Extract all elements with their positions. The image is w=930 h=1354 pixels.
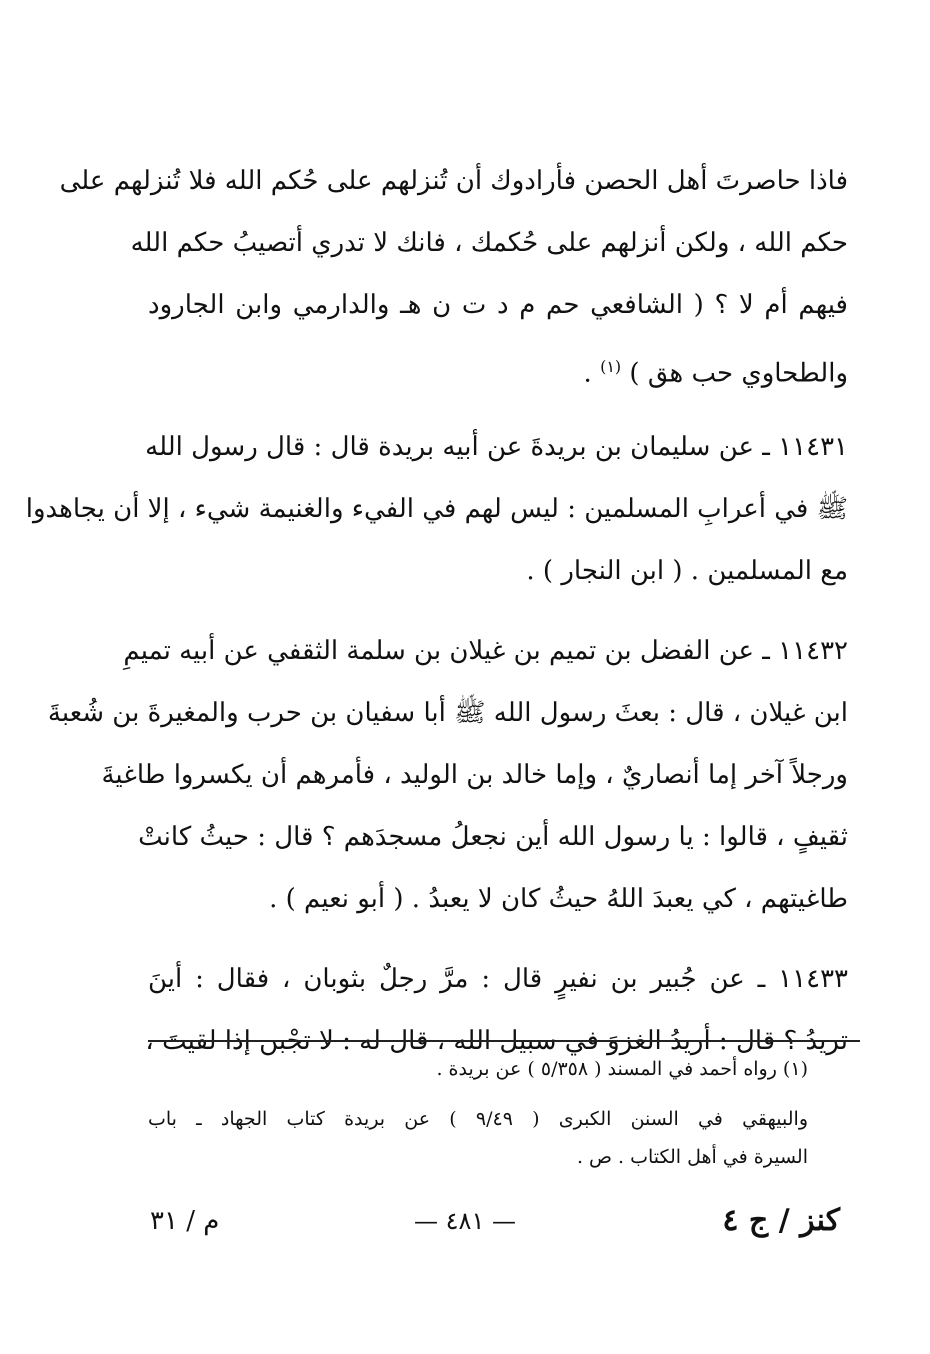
hadith-11431 <box>25 416 848 602</box>
footnote-2 <box>148 1100 808 1176</box>
footnote-line: والبيهقي في السنن الكبرى ( ٩/٤٩ ) عن بريدة كتاب الجهاد ـ باب <box>148 1108 808 1130</box>
page-number: — ٤٨١ — <box>414 1207 516 1235</box>
text-line: ﷺ في أعرابِ المسلمين : ليس لهم في الفيء والغنيمة شيء ، إلا أن يجاهدوا <box>25 494 848 524</box>
sentence-end: . <box>583 358 592 389</box>
text-line: ورجلاً آخر إما أنصاريٌ ، وإما خالد بن الوليد ، فأمرهم أن يكسروا طاغيةَ <box>101 760 848 790</box>
hadith-11432 <box>47 620 848 930</box>
text-line: ثقيفٍ ، قالوا : يا رسول الله أين نجعلُ مسجدَهم ؟ قال : حيثُ كانتْ <box>138 822 848 852</box>
footnote-1 <box>148 1050 808 1088</box>
footnote-divider <box>148 1040 860 1042</box>
book-volume-label: كنز / ج ٤ <box>722 1203 840 1238</box>
text-line <box>148 336 848 398</box>
paragraph-conditions-of-siege <box>59 150 848 398</box>
text-line: ١١٤٣٢ ـ عن الفضل بن تميم بن غيلان بن سلمة الثقفي عن أبيه تميمِ <box>123 636 848 666</box>
text-line: مع المسلمين . ( ابن النجار ) . <box>526 556 848 586</box>
text-line: تريدُ ؟ قال : أريدُ الغزوَ في سبيل الله ، قال له : لا تجْبن إذا لقيتَ ، <box>145 1026 848 1056</box>
footnote-line: السيرة في أهل الكتاب . ص . <box>576 1146 808 1168</box>
text-line: طاغيتهم ، كي يعبدَ اللهُ حيثُ كان لا يعبدُ . ( أبو نعيم ) . <box>269 884 848 914</box>
text-line: حكم الله ، ولكن أنزلهم على حُكمك ، فانك لا تدري أتصيبُ حكم الله <box>130 228 848 258</box>
main-text <box>25 150 848 1072</box>
signature-mark: م / ٣١ <box>150 1206 220 1236</box>
text-line: ابن غيلان ، قال : بعثَ رسول الله ﷺ أبا سفيان بن حرب والمغيرةَ بن شُعبةَ <box>47 698 848 728</box>
text-line: ١١٤٣١ ـ عن سليمان بن بريدةَ عن أبيه بريدة قال : قال رسول الله <box>145 432 848 462</box>
footnotes <box>148 1050 808 1176</box>
footnote-reference: (١) <box>600 357 622 376</box>
text-line: فاذا حاصرتَ أهل الحصن فأرادوك أن تُنزلهم على حُكم الله فلا تُنزلهم على <box>59 166 848 196</box>
footnote-line: (١) رواه أحمد في المسند ( ٥/٣٥٨ ) عن بريدة . <box>436 1058 808 1080</box>
text-line: ١١٤٣٣ ـ عن جُبير بن نفيرٍ قال : مرَّ رجلٌ بثوبان ، فقال : أينَ <box>148 964 848 994</box>
text-line-content: والطحاوي حب هق ) <box>629 358 848 389</box>
text-line: فيهم أم لا ؟ ( الشافعي حم م د ت ن هـ والدارمي وابن الجارود <box>148 290 848 320</box>
